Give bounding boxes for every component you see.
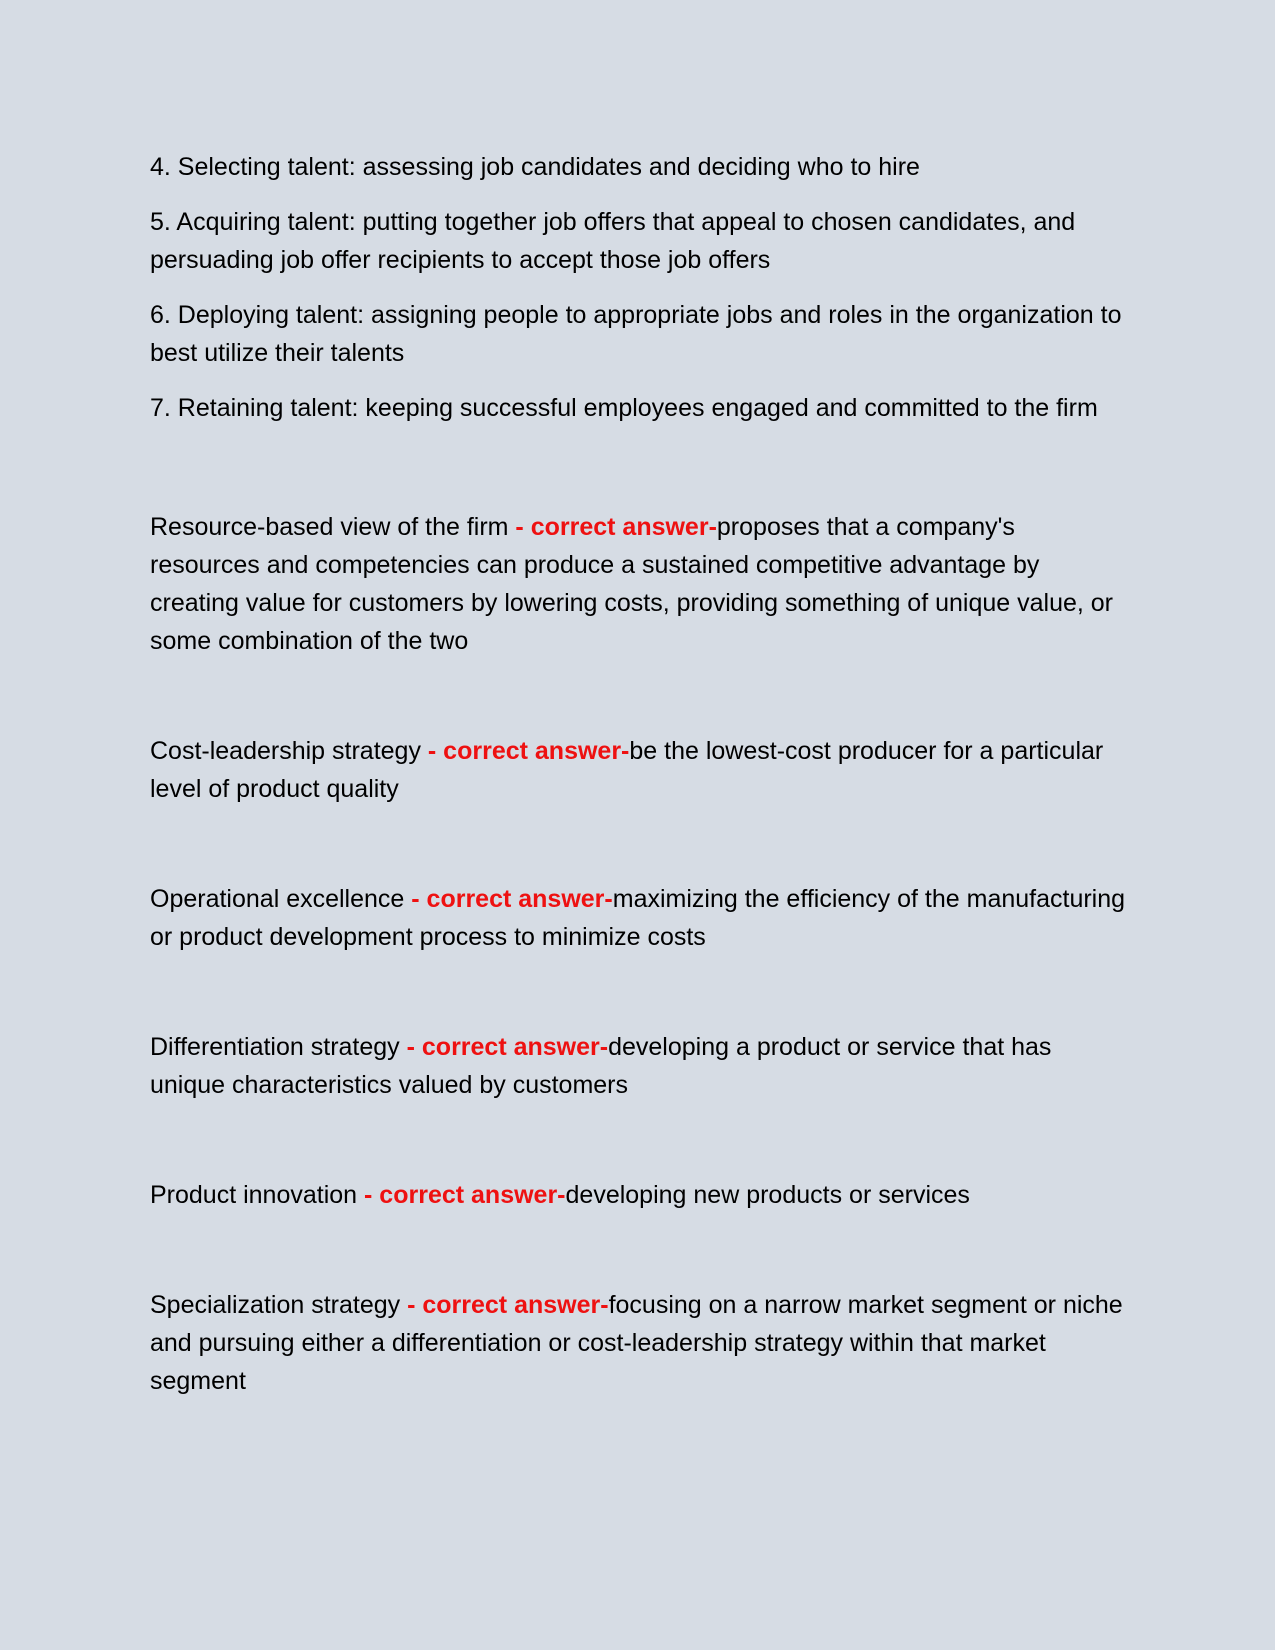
qa-term: Differentiation strategy <box>150 1033 400 1061</box>
list-item-selecting-talent: 4. Selecting talent: assessing job candidates and deciding who to hire <box>150 153 920 181</box>
qa-term: Resource-based view of the firm <box>150 513 509 541</box>
spacer <box>150 808 1130 880</box>
qa-term: Product innovation <box>150 1181 358 1209</box>
correct-answer-separator: - correct answer- <box>420 737 630 765</box>
correct-answer-separator: - correct answer- <box>404 885 613 913</box>
spacer <box>150 444 1130 508</box>
correct-answer-separator: - correct answer- <box>357 1181 566 1209</box>
correct-answer-separator: - correct answer- <box>399 1033 609 1061</box>
qa-specialization-strategy <box>150 1286 1130 1400</box>
list-item-deploying-talent: 6. Deploying talent: assigning people to appropriate jobs and roles in the organization to best utilize their talents <box>150 301 1122 367</box>
correct-answer-separator: - correct answer- <box>508 513 717 541</box>
qa-product-innovation <box>150 1176 1130 1214</box>
document-content <box>150 148 1130 1400</box>
spacer <box>150 956 1130 1028</box>
qa-definition: proposes that a company's resources and competencies can produce a sustained competitive advantage by creating value for customers by lowering costs, providing something of unique value, or some combination of the two <box>150 513 1114 655</box>
qa-term: Cost-leadership strategy <box>150 737 421 765</box>
qa-definition: focusing on a narrow market segment or niche and pursuing either a differentiation or cost-leadership strategy within that market segment <box>150 1291 1123 1395</box>
qa-operational-excellence <box>150 880 1130 956</box>
qa-definition: be the lowest-cost producer for a particular level of product quality <box>150 737 1104 803</box>
qa-differentiation-strategy <box>150 1028 1130 1104</box>
qa-definition: developing new products or services <box>565 1181 970 1209</box>
spacer <box>150 1214 1130 1286</box>
correct-answer-separator: - correct answer- <box>400 1291 609 1319</box>
list-item-retaining-talent: 7. Retaining talent: keeping successful employees engaged and committed to the firm <box>150 394 1098 422</box>
qa-cost-leadership-strategy <box>150 732 1130 808</box>
qa-term: Specialization strategy <box>150 1291 401 1319</box>
spacer <box>150 1104 1130 1176</box>
spacer <box>150 660 1130 732</box>
qa-definition: developing a product or service that has unique characteristics valued by customers <box>150 1033 1052 1099</box>
qa-definition: maximizing the efficiency of the manufacturing or product development process to minimize costs <box>150 885 1126 951</box>
qa-resource-based-view <box>150 508 1130 660</box>
list-item-acquiring-talent: 5. Acquiring talent: putting together job offers that appeal to chosen candidates, and persuading job offer recipients to accept those job offers <box>150 208 1076 274</box>
qa-term: Operational excellence <box>150 885 405 913</box>
